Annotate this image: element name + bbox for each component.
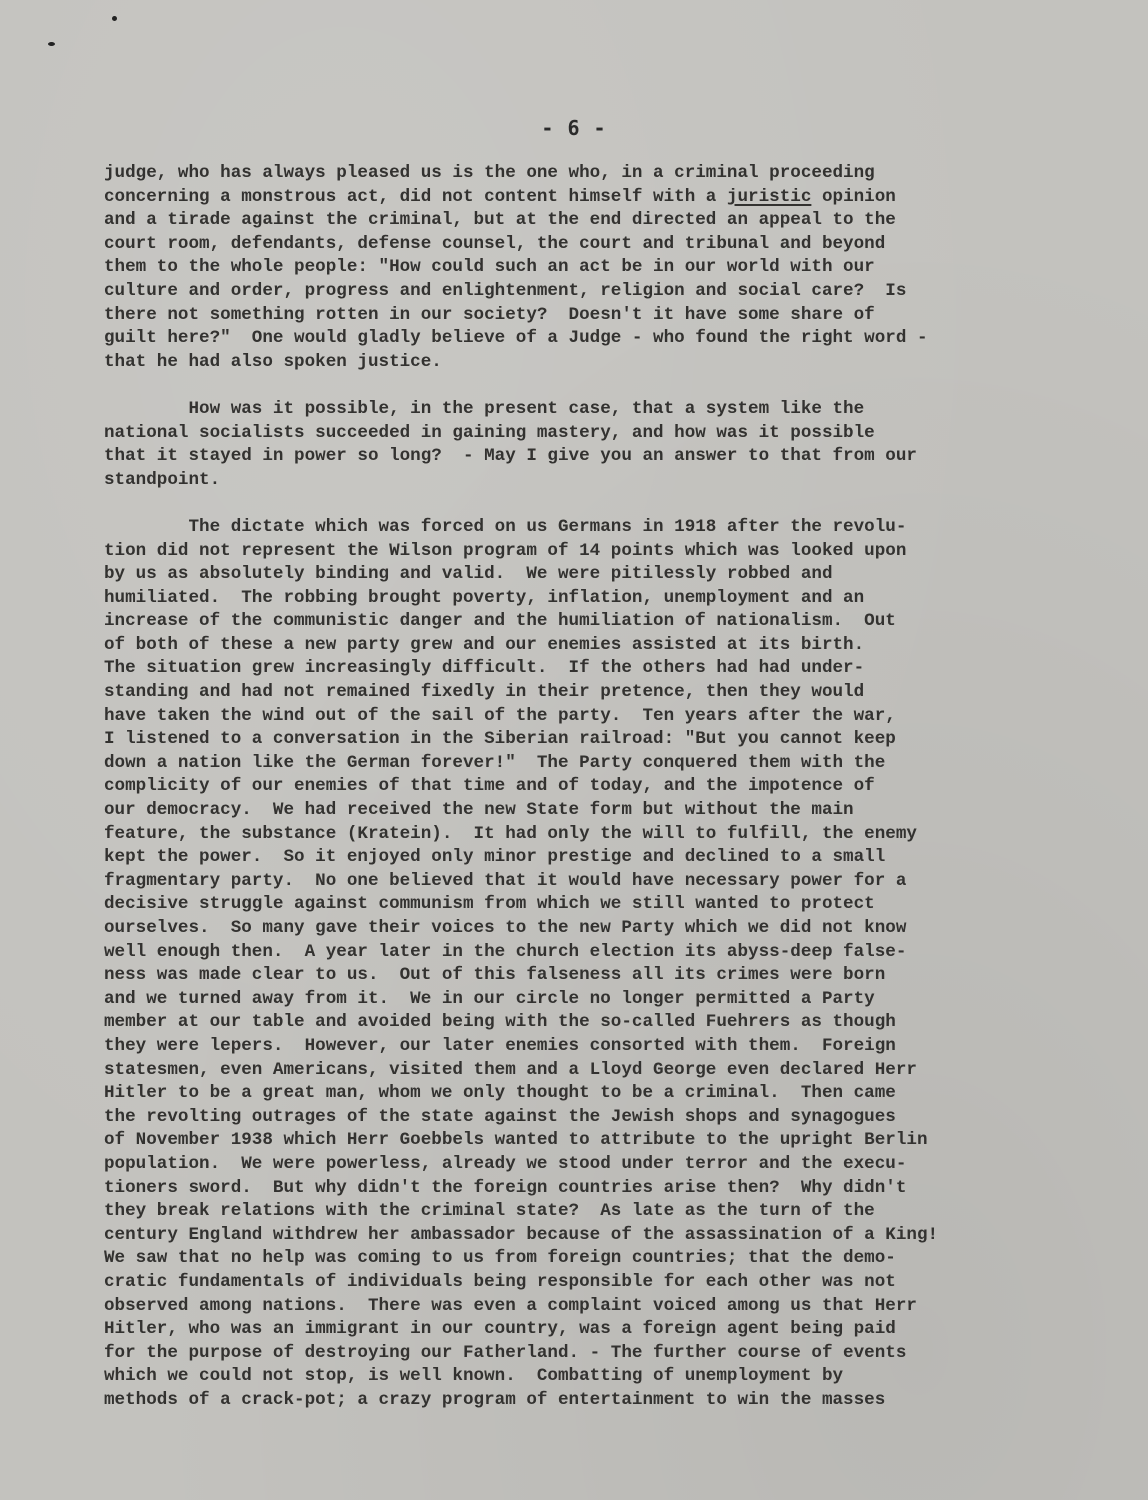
- paragraph: [104, 398, 1044, 492]
- body-text: [104, 162, 1044, 1436]
- text-line: We saw that no help was coming to us from foreign countries; that the demo-: [104, 1248, 896, 1269]
- text-line: ourselves. So many gave their voices to the new Party which we did not know: [104, 918, 907, 938]
- text-line: they break relations with the criminal state? As late as the turn of the: [104, 1201, 875, 1222]
- text-line: down a nation like the German forever!" The Party conquered them with the: [104, 752, 886, 773]
- text-line: ness was made clear to us. Out of this falseness all its crimes were born: [104, 965, 886, 986]
- text-line: well enough then. A year later in the church election its abyss-deep false-: [104, 941, 907, 962]
- text-line: increase of the communistic danger and the humiliation of nationalism. Out: [104, 611, 896, 632]
- text-line: tioners sword. But why didn't the foreign countries arise then? Why didn't: [104, 1177, 907, 1198]
- text-line: there not something rotten in our society? Doesn't it have some share of: [104, 304, 875, 325]
- text-line: judge, who has always pleased us is the one who, in a criminal proceeding: [104, 163, 875, 183]
- text-line: which we could not stop, is well known. Combatting of unemployment by: [104, 1366, 844, 1387]
- text-line: have taken the wind out of the sail of the party. Ten years after the war,: [104, 705, 896, 726]
- paragraph: [104, 516, 1044, 1413]
- paragraph: [104, 162, 1044, 374]
- text-line: kept the power. So it enjoyed only minor prestige and declined to a small: [104, 847, 886, 868]
- text-line: by us as absolutely binding and valid. We were pitilessly robbed and: [104, 564, 833, 585]
- text-line: observed among nations. There was even a complaint voiced among us that Herr: [104, 1295, 917, 1316]
- text-line: The situation grew increasingly difficult. If the others had had under-: [104, 658, 865, 679]
- text-line: for the purpose of destroying our Fatherland. - The further course of events: [104, 1342, 907, 1363]
- text-line: Hitler, who was an immigrant in our country, was a foreign agent being paid: [104, 1319, 896, 1340]
- text-line: complicity of our enemies of that time and of today, and the impotence of: [104, 776, 875, 797]
- text-line: national socialists succeeded in gaining mastery, and how was it possible: [104, 422, 875, 443]
- text-line: feature, the substance (Kratein). It had only the will to fulfill, the enemy: [104, 823, 917, 844]
- text-line: humiliated. The robbing brought poverty, inflation, unemployment and an: [104, 587, 865, 608]
- text-line: of November 1938 which Herr Goebbels wanted to attribute to the upright Berlin: [104, 1130, 928, 1151]
- text-line: fragmentary party. No one believed that it would have necessary power for a: [104, 870, 907, 891]
- text-line: that he had also spoken justice.: [104, 351, 442, 372]
- text-line: decisive struggle against communism from which we still wanted to protect: [104, 894, 875, 915]
- text-line: guilt here?" One would gladly believe of a Judge - who found the right word -: [104, 328, 928, 349]
- text-line: cratic fundamentals of individuals being responsible for each other was not: [104, 1271, 896, 1292]
- text-line: tion did not represent the Wilson program of 14 points which was looked upon: [104, 540, 907, 561]
- text-line: statesmen, even Americans, visited them and a Lloyd George even declared Herr: [104, 1059, 917, 1080]
- text-line: member at our table and avoided being with the so-called Fuehrers as though: [104, 1012, 896, 1033]
- text-line: Hitler to be a great man, whom we only thought to be a criminal. Then came: [104, 1083, 896, 1104]
- text-line: methods of a crack-pot; a crazy program of entertainment to win the masses: [104, 1389, 886, 1410]
- page-number: - 6 -: [541, 116, 607, 140]
- text-line: standpoint.: [104, 469, 221, 490]
- text-line: century England withdrew her ambassador because of the assassination of a King!: [104, 1224, 939, 1245]
- text-line: How was it possible, in the present case, that a system like the: [104, 398, 865, 419]
- text-line: them to the whole people: "How could such an act be in our world with our: [104, 257, 875, 278]
- ink-speck: [48, 42, 55, 46]
- text-line: I listened to a conversation in the Siberian railroad: "But you cannot keep: [104, 729, 896, 750]
- text-line: that it stayed in power so long? - May I give you an answer to that from our: [104, 446, 917, 467]
- text-line: The dictate which was forced on us Germans in 1918 after the revolu-: [104, 516, 907, 537]
- ink-speck: [112, 16, 117, 21]
- text-line: and a tirade against the criminal, but at the end directed an appeal to the: [104, 210, 896, 231]
- text-line: culture and order, progress and enlightenment, religion and social care? Is: [104, 280, 907, 301]
- text-line: our democracy. We had received the new State form but without the main: [104, 800, 854, 821]
- text-line: of both of these a new party grew and our enemies assisted at its birth.: [104, 634, 865, 655]
- text-line: population. We were powerless, already we stood under terror and the execu-: [104, 1153, 907, 1174]
- text-line: and we turned away from it. We in our circle no longer permitted a Party: [104, 988, 875, 1009]
- text-line: the revolting outrages of the state against the Jewish shops and synagogues: [104, 1106, 896, 1127]
- text-line: they were lepers. However, our later enemies consorted with them. Foreign: [104, 1035, 896, 1056]
- underlined-word: juristic: [726, 186, 812, 207]
- text-line: standing and had not remained fixedly in their pretence, then they would: [104, 682, 865, 703]
- text-line: court room, defendants, defense counsel, the court and tribunal and beyond: [104, 233, 886, 254]
- text-line: concerning a monstrous act, did not content himself with a juristic opinion: [104, 186, 896, 207]
